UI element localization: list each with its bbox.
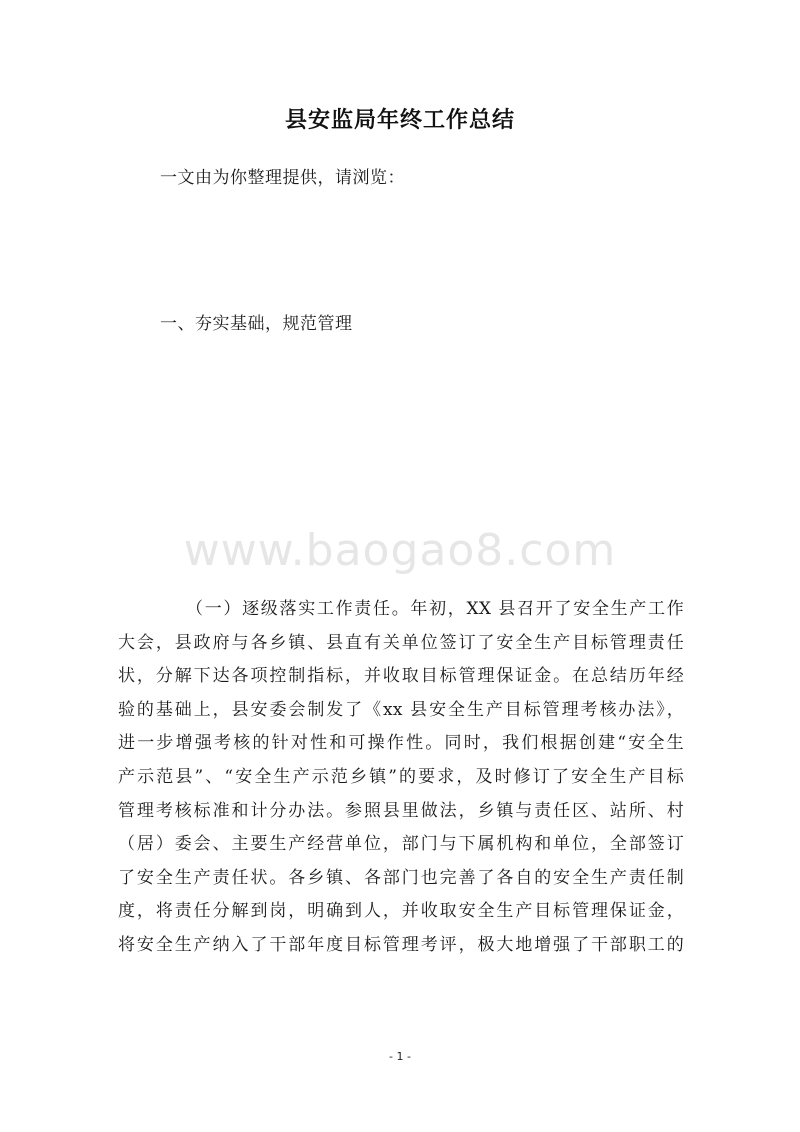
paragraph-line: 大会，县政府与各乡镇、县直有关单位签订了安全生产目标管理责任 [118, 632, 684, 653]
section-heading: 一、夯实基础，规范管理 [160, 314, 353, 334]
watermark-text: www.baogao8.com [183, 525, 617, 576]
intro-line: 一文由为你整理提供，请浏览： [160, 168, 405, 188]
document-title: 县安监局年终工作总结 [284, 108, 515, 133]
paragraph-line: 度，将责任分解到岗，明确到人，并收取安全生产目标管理保证金， [118, 901, 684, 922]
paragraph-line: 进一步增强考核的针对性和可操作性。同时，我们根据创建“安全生 [118, 733, 684, 754]
paragraph-line: 状，分解下达各项控制指标，并收取目标管理保证金。在总结历年经 [118, 666, 684, 687]
paragraph-line: （居）委会、主要生产经营单位，部门与下属机构和单位，全部签订 [118, 834, 684, 855]
paragraph-line: 产示范县”、“安全生产示范乡镇”的要求，及时修订了安全生产目标 [118, 766, 684, 787]
paragraph-line: 验的基础上，县安委会制发了《xx 县安全生产目标管理考核办法》， [118, 699, 684, 720]
body-paragraph [118, 593, 684, 963]
paragraph-line: （一）逐级落实工作责任。年初，XX 县召开了安全生产工作 [186, 599, 684, 619]
page-number: - 1 - [389, 1050, 411, 1063]
paragraph-line: 了安全生产责任状。各乡镇、各部门也完善了各自的安全生产责任制 [118, 867, 684, 888]
paragraph-line: 将安全生产纳入了干部年度目标管理考评，极大地增强了干部职工的 [118, 934, 684, 955]
paragraph-line: 管理考核标准和计分办法。参照县里做法，乡镇与责任区、站所、村 [118, 800, 684, 821]
